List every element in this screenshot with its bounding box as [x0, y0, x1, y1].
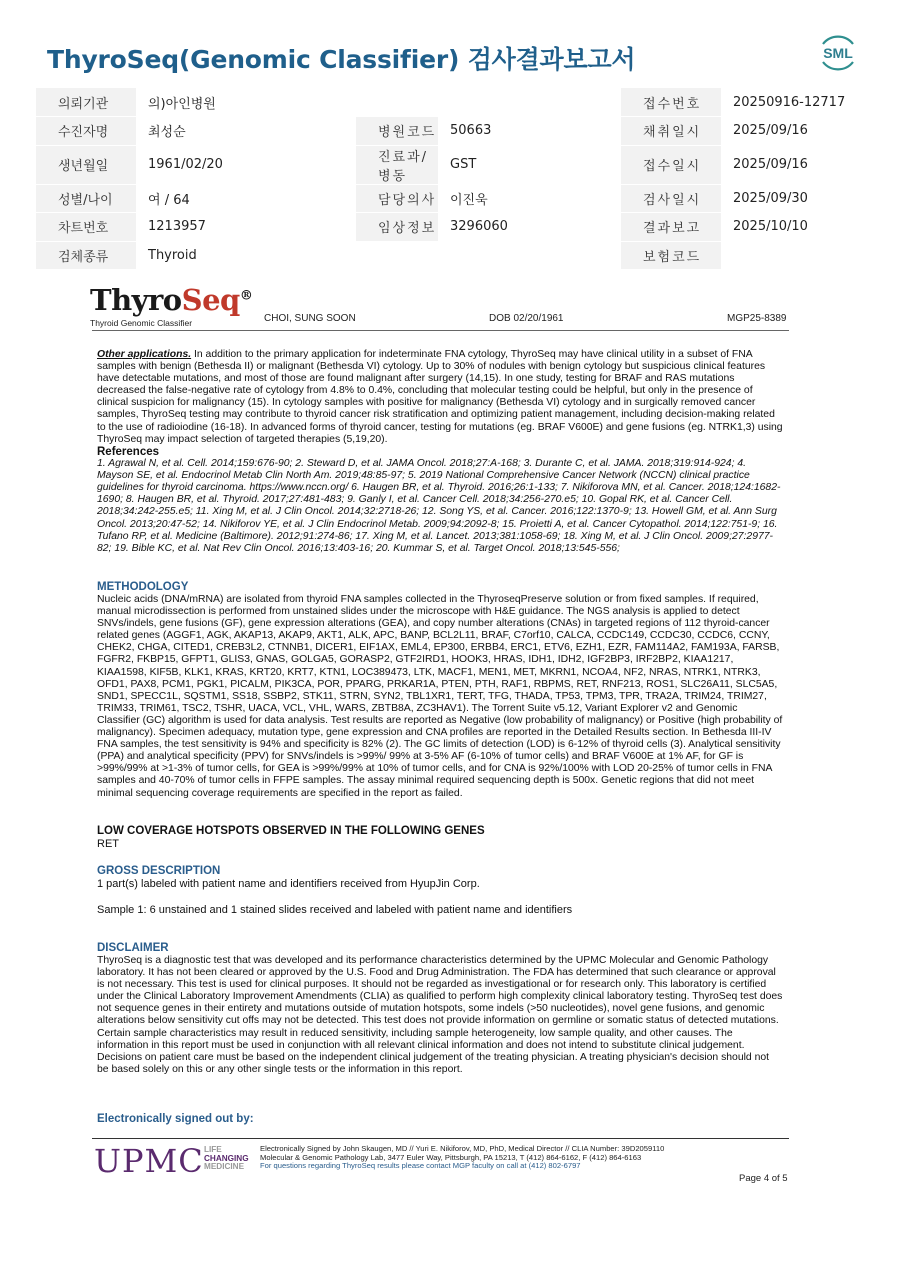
- info-label-l2: 임상정보: [356, 213, 438, 242]
- info-label-l3: 채취일시: [621, 117, 721, 146]
- tagline-changing: CHANGING: [204, 1153, 249, 1163]
- references-title: References: [97, 446, 160, 458]
- disclaimer-text: ThyroSeq is a diagnostic test that was developed and its performance characteristics determined by the UPMC Molecular and Genomic Pathology laboratory. It has not been cleared or approved by the U.S. Food and Drug Administration. The FDA has determined that such clearance or approval is not necessary. This test is used for clinical purposes. It should not be regarded as investigational or for research only. This laboratory is certified under the Clinical Laboratory Improvement Amendments (CLIA) as qualified to perform high complexity clinical laboratory testing. ThyroSeq test does not sequence genes in their entirety and mutations outside of mutation hotspots, some indels (>50 nucleotides), novel gene fusions, and genomic alterations below sensitivity cut offs may not be detected. This test does not provide information on germline or somatic status of detected mutations. Certain sample characteristics may result in reduced sensitivity, including sample heterogeneity, low sample quality, and other causes. The information in this report must be used in conjunction with all relevant clinical information and does not intend to substitute clinical judgement. Decisions on patient care must be based on the independent clinical judgement of the treating physician. A treating physician's decision should not be based solely on this or any other single tests or the information in this report.: [97, 955, 783, 1075]
- info-label-l1: 생년월일: [36, 145, 136, 184]
- upmc-logo: UPMC: [94, 1142, 204, 1180]
- info-value-v3: 2025/09/16: [721, 145, 864, 184]
- logo-seq: Seq: [181, 283, 240, 317]
- gross-description-line2: Sample 1: 6 unstained and 1 stained slides received and labeled with patient name and identifiers: [97, 904, 573, 916]
- info-value-v1: 의)아인병원: [136, 88, 356, 117]
- other-applications-text: In addition to the primary application for indeterminate FNA cytology, ThyroSeq may have clinical utility in a subset of FNA samples with benign (Bethesda II) or malignant (Bethesda VI) cytology. Up to 30% of nodules with benign cytology but suspicious clinical features have detectable mutations, and most of those are found malignant after surgery (14,15). In one study, testing for BRAF and RAS mutations decreased the false-negative rate of cytology from 4.8% to 0.4%, concluding that molecular testing could be helpful, but only in the presence of clinical suspicion for malignancy (15). In cytology samples with positive for malignancy (Bethesda VI) cytology and in surgically removed cancer samples, ThyroSeq testing may contribute to thyroid cancer risk stratification and optimizing patient management, including decision-making related to the use of radioiodine (16-18). In advanced forms of thyroid cancer, testing for mutations (eg. BRAF V600E) and gene fusions (eg. NTRK1,3) using ThyroSeq may impact selection of targeted therapies (5,19,20).: [97, 349, 783, 445]
- info-label-l3: 결과보고: [621, 213, 721, 242]
- info-value-v3: 2025/10/10: [721, 213, 864, 242]
- low-coverage-genes: RET: [97, 838, 119, 850]
- logo-thyro: Thyro: [90, 283, 182, 317]
- info-value-v1: 최성순: [136, 117, 356, 146]
- info-value-v2: 3296060: [438, 213, 621, 242]
- info-label-l1: 성별/나이: [36, 184, 136, 213]
- info-label-l1: 수진자명: [36, 117, 136, 146]
- info-label-l3: 접수일시: [621, 145, 721, 184]
- info-label-l2: 진료과/병동: [356, 145, 438, 184]
- info-value-v1: 1213957: [136, 213, 356, 242]
- footer-line2: Molecular & Genomic Pathology Lab, 3477 Euler Way, Pittsburgh, PA 15213, T (412) 864-6162, F (412) 864-6163: [260, 1152, 642, 1162]
- gross-description-title: GROSS DESCRIPTION: [97, 865, 221, 877]
- info-label-l3: 접수번호: [621, 88, 721, 117]
- gross-description-line1: 1 part(s) labeled with patient name and identifiers received from HyupJin Corp.: [97, 878, 480, 890]
- references-section: [97, 446, 783, 555]
- other-applications-paragraph: [97, 349, 783, 446]
- footer-line1: Electronically Signed by John Skaugen, MD // Yuri E. Nikiforov, MD, PhD, Medical Director // CLIA Number: 39D2059110: [260, 1144, 665, 1153]
- info-label-l1: 차트번호: [36, 213, 136, 242]
- info-label-l1: 의뢰기관: [36, 88, 136, 117]
- info-label-l3: 검사일시: [621, 184, 721, 213]
- page-number: Page 4 of 5: [739, 1173, 788, 1184]
- info-label-l2: 병원코드: [356, 117, 438, 146]
- info-label-l1: 검체종류: [36, 241, 136, 270]
- other-applications-lead: Other applications.: [97, 349, 192, 360]
- logo-subtitle: Thyroid Genomic Classifier: [90, 318, 193, 328]
- info-value-v2: 50663: [438, 117, 621, 146]
- thyroseq-logo: [90, 283, 252, 328]
- sml-logo-text: SML: [823, 45, 853, 61]
- info-value-v3: 2025/09/16: [721, 117, 864, 146]
- info-label-l2: 담당의사: [356, 184, 438, 213]
- footer-divider: [92, 1138, 789, 1139]
- tagline-life: LIFE: [204, 1145, 222, 1154]
- info-value-v3: 20250916-12717: [721, 88, 864, 117]
- info-value-v2: 이진욱: [438, 184, 621, 213]
- info-value-v2: GST: [438, 145, 621, 184]
- references-text: 1. Agrawal N, et al. Cell. 2014;159:676-90; 2. Steward D, et al. JAMA Oncol. 2018;27:A-168; 3. Durante C, et al. JAMA. 2018;319:914-924; 4. Mayson SE, et al. Endocrinol Metab Clin North Am. 2019;48:85-97; 5. 2019 National Comprehensive Cancer Network (NCCN) clinical practice guidelines for thyroid carcinoma. https://www.nccn.org/ 6. Haugen BR, et al. Thyroid. 2016;26:1-133; 7. Nikiforova MN, et al. Cancer. 2018;124:1682-1690; 8. Haugen BR, et al. Thyroid. 2017;27:481-483; 9. Ganly I, et al. Cancer Cell. 2018;34:256-270.e5; 10. Gopal RK, et al. Cancer Cell. 2018;34:242-255.e5; 11. Xing M, et al. J Clin Oncol. 2014;32:2718-26; 12. Song YS, et al. Cancer. 2016;122:1370-9; 13. Howell GM, et al. Ann Surg Oncol. 2013;20:47-52; 14. Nikiforov YE, et al. J Clin Endocrinol Metab. 2009;94:2092-8; 15. Proietti A, et al. Cancer Cytopathol. 2014;122:751-9; 16. Tufano RP, et al. Medicine (Baltimore). 2012;91:274-86; 17. Xing M, et al. Lancet. 2013;381:1058-69; 18. Xing M, et al. J Clin Oncol. 2009;27:2977-82; 19. Bible KC, et al. Nat Rev Clin Oncol. 2016;13:403-16; 20. Kummar S, et al. Target Oncol. 2018;13:545-556;: [97, 458, 781, 554]
- upmc-tagline: [204, 1146, 249, 1172]
- tagline-medicine: MEDICINE: [204, 1162, 245, 1172]
- logo-reg: ®: [239, 288, 253, 304]
- info-value-v1: 여 / 64: [136, 184, 356, 213]
- info-label-l3: 보험코드: [621, 241, 721, 270]
- signed-out-label: Electronically signed out by:: [97, 1113, 254, 1125]
- patient-name: CHOI, SUNG SOON: [264, 313, 356, 324]
- methodology-text: Nucleic acids (DNA/mRNA) are isolated from thyroid FNA samples collected in the ThyroseqPreserve solution or from fixed samples. If required, manual microdissection is performed from unstained slides under the microscope with H&E guidance. The NGS analysis is applied to detect SNVs/indels, gene fusions (GF), gene expression alterations (GEA), and copy number alterations (CNAs) in targeted regions of 112 thyroid-cancer related genes (AGGF1, AGK, AKAP13, AKAP9, AKT1, ALK, APC, BANP, BCL2L11, BRAF, C7orf10, CALCA, CCDC149, CCDC30, CCDC6, CCNY, CHEK2, CHGA, CITED1, CREB3L2, CTNNB1, DICER1, EIF1AX, EML4, EP300, ERBB4, ERC1, ETV6, EZH1, EZR, FAM114A2, FAM193A, FARSB, FGFR2, FKBP15, GFPT1, GLIS3, GNAS, GOLGA5, GORASP2, GTF2IRD1, HOOK3, HRAS, IDH1, IDH2, IGF2BP3, IRF2BP2, KIAA1217, KIAA1598, KIF5B, KLK1, KRAS, KRT20, KRT7, KTN1, LOC389473, LTK, MACF1, MEN1, MET, MKRN1, NCOA4, NF2, NRAS, NTRK1, NTRK3, OFD1, PAX8, PCM1, PGK1, PICALM, PIK3CA, POR, PPARG, PRKAR1A, PTEN, PTH, RAF1, RBPMS, RET, RNF213, ROS1, SLC26A11, SLC5A5, SND1, SPECC1L, SQSTM1, SS18, SSBP2, STK11, STRN, SYN2, TBL1XR1, TERT, TFG, THADA, TP53, TPM3, TPR, TRA2A, TRIM24, TRIM27, TRIM33, TRIM61, TSC2, TSHR, UACA, VCL, VHL, WARS, ZBTB8A, ZC3HAV1). The Torrent Suite v5.12, Variant Explorer v2 and Genomic Classifier (GC) algorithm is used for data analysis. Test results are reported as Negative (low probability of malignancy) or Positive (high probability of malignancy). Specimen adequacy, mutation type, gene expression and CNA profiles are reported in the Detailed Results section. In Bethesda III-IV FNA samples, the test sensitivity is 94% and specificity is 82% (2). The GC limits of detection (LOD) is 6-12% of thyroid cells (3). Analytical sensitivity (PPA) and analytical specificity (PPV) for SNVs/indels is >99%/ 99% at 3-5% AF (6-10% of tumor cells) and BRAF V600E at 1% AF, for GF is >99%/99% at >1-3% of tumor cells, for GEA is >99%/99% at 10% of tumor cells, and for CNA is 92%/100% with LOD 20-25% of tumor cells in FNA samples and 40-70% of tumor cells in FFPE samples. The assay minimal required sequencing depth is 500x. Genetic regions that did not meet minimal sequencing coverage requirements are specified in the report as failed.: [97, 594, 783, 799]
- info-value-v3: 2025/09/30: [721, 184, 864, 213]
- report-id: MGP25-8389: [727, 313, 787, 324]
- patient-dob: DOB 02/20/1961: [489, 313, 564, 324]
- disclaimer-title: DISCLAIMER: [97, 942, 169, 954]
- footer-line3: For questions regarding ThyroSeq results please contact MGP faculty on call at (412) 802-6797: [260, 1161, 581, 1171]
- methodology-title: METHODOLOGY: [97, 581, 189, 593]
- report-title: ThyroSeq(Genomic Classifier) 검사결과보고서: [47, 45, 636, 74]
- low-coverage-title: LOW COVERAGE HOTSPOTS OBSERVED IN THE FOLLOWING GENES: [97, 825, 485, 837]
- header-divider: [92, 330, 789, 331]
- footer-text: [260, 1145, 664, 1171]
- info-value-v1: Thyroid: [136, 241, 356, 270]
- info-value-v1: 1961/02/20: [136, 145, 356, 184]
